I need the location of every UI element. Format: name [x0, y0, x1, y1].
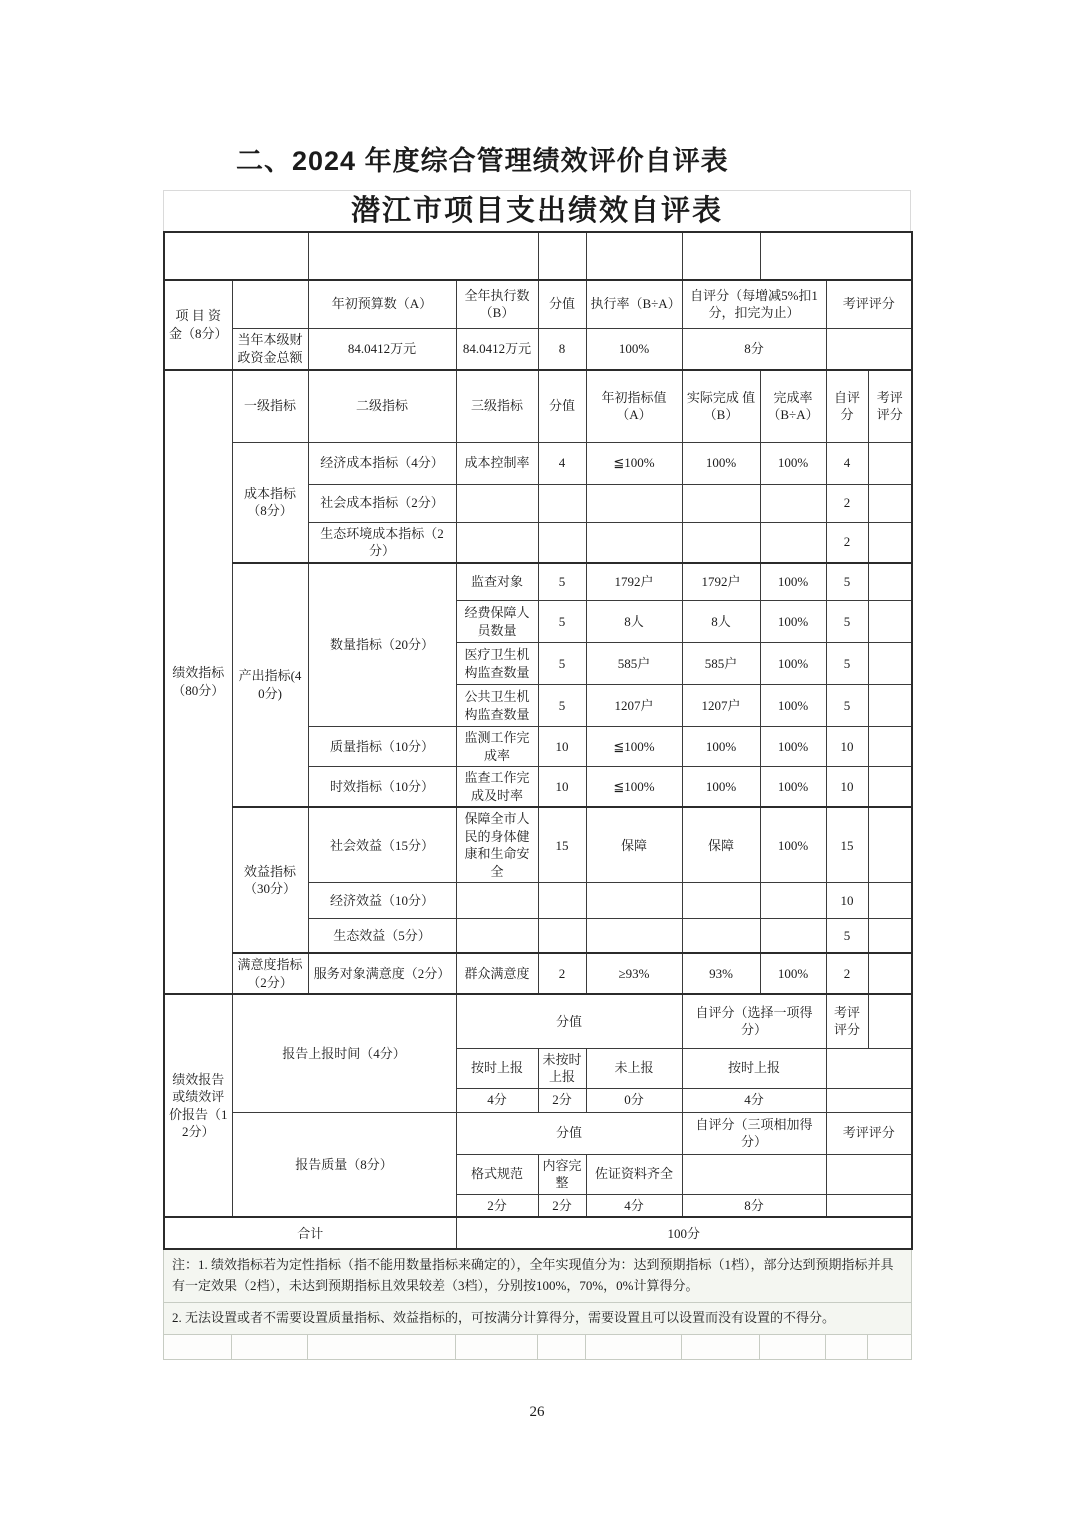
indicator-row [164, 563, 912, 601]
funding-header-row [164, 280, 912, 328]
self-score-cell: 5 [826, 563, 868, 601]
score-cell: 4 [538, 442, 586, 484]
target-cell: 585户 [586, 643, 682, 685]
self-score-cell: 10 [826, 883, 868, 919]
actual-cell: 1792户 [682, 563, 760, 601]
level3-cell [456, 484, 538, 522]
empty-cell [682, 1334, 760, 1359]
header-level1: 一级指标 [232, 370, 308, 442]
target-cell [586, 883, 682, 919]
score-cell: 15 [538, 807, 586, 883]
target-cell: ≦100% [586, 727, 682, 767]
indicator-row [164, 442, 912, 484]
self-score-cell: 5 [826, 685, 868, 727]
self-score-cell: 10 [826, 767, 868, 808]
actual-cell [682, 484, 760, 522]
funding-budget-value: 84.0412万元 [308, 328, 456, 370]
rate-cell: 100% [760, 727, 826, 767]
group-benefit-label: 效益指标（30分） [232, 807, 308, 953]
target-cell [586, 919, 682, 953]
empty-cell [586, 1334, 682, 1359]
score-cell [538, 522, 586, 563]
empty-cell [826, 328, 912, 370]
report-time-score-header: 分值 [456, 994, 682, 1048]
indicator-section-label: 绩效指标（80分） [164, 370, 232, 994]
score-cell: 5 [538, 685, 586, 727]
rate-cell: 100% [760, 767, 826, 808]
score-cell [538, 883, 586, 919]
report-time-self-score: 4分 [682, 1088, 826, 1112]
group-quantity-label: 数量指标（20分） [308, 563, 456, 727]
rate-cell: 100% [760, 685, 826, 727]
score-cell: 5 [538, 563, 586, 601]
level3-cell: 公共卫生机构监查数量 [456, 685, 538, 727]
funding-rate-value: 100% [586, 328, 682, 370]
report-time-option: 未按时上报 [538, 1048, 586, 1088]
level3-cell [456, 919, 538, 953]
rate-cell [760, 484, 826, 522]
empty-cell [456, 1334, 538, 1359]
funding-header-budget: 年初预算数（A） [308, 280, 456, 328]
review-score-cell [868, 727, 912, 767]
target-cell: 1792户 [586, 563, 682, 601]
header-target: 年初指标值（A） [586, 370, 682, 442]
target-cell [586, 522, 682, 563]
report-quality-score-header: 分值 [456, 1112, 682, 1154]
actual-cell: 93% [682, 953, 760, 994]
actual-cell: 8人 [682, 601, 760, 643]
empty-cell [164, 232, 308, 280]
page-number: 26 [529, 1404, 545, 1420]
funding-sub-label: 当年本级财政资金总额 [232, 328, 308, 370]
level2-cell: 社会效益（15分） [308, 807, 456, 883]
report-time-score: 2分 [538, 1088, 586, 1112]
target-cell: 保障 [586, 807, 682, 883]
actual-cell: 585户 [682, 643, 760, 685]
page-title: 二、2024 年度综合管理绩效评价自评表 [236, 146, 729, 176]
review-score-cell [868, 643, 912, 685]
funding-value-row [164, 328, 912, 370]
review-score-cell [868, 807, 912, 883]
header-review-score: 考评评分 [868, 370, 912, 442]
report-time-score: 0分 [586, 1088, 682, 1112]
empty-cell [308, 1334, 456, 1359]
score-cell: 5 [538, 643, 586, 685]
funding-header-self-score: 自评分（每增减5%扣1分，扣完为止） [682, 280, 826, 328]
empty-row [164, 1334, 912, 1359]
report-time-self-header: 自评分（选择一项得分） [682, 994, 826, 1048]
empty-cell [682, 1154, 826, 1194]
header-rate: 完成率（B÷A） [760, 370, 826, 442]
report-time-label: 报告上报时间（4分） [232, 994, 456, 1112]
level3-cell: 监查对象 [456, 563, 538, 601]
empty-cell [760, 232, 912, 280]
report-time-score: 4分 [456, 1088, 538, 1112]
empty-cell [826, 1194, 912, 1217]
group-cost-label: 成本指标（8分） [232, 442, 308, 563]
review-score-cell [868, 522, 912, 563]
review-score-cell [868, 601, 912, 643]
actual-cell [682, 883, 760, 919]
self-score-cell: 5 [826, 601, 868, 643]
score-cell: 2 [538, 953, 586, 994]
rate-cell: 100% [760, 643, 826, 685]
funding-header-rate: 执行率（B÷A） [586, 280, 682, 328]
review-score-cell [868, 484, 912, 522]
report-header-row [164, 994, 912, 1048]
actual-cell: 100% [682, 727, 760, 767]
report-quality-option: 内容完整 [538, 1154, 586, 1194]
self-score-cell: 4 [826, 442, 868, 484]
rate-cell: 100% [760, 953, 826, 994]
score-cell: 10 [538, 727, 586, 767]
rate-cell [760, 883, 826, 919]
empty-cell [760, 1334, 826, 1359]
score-cell [538, 919, 586, 953]
target-cell: 1207户 [586, 685, 682, 727]
note-row [164, 1302, 912, 1334]
empty-cell [868, 994, 912, 1048]
total-label: 合计 [164, 1217, 456, 1249]
target-cell: 8人 [586, 601, 682, 643]
funding-score-value: 8 [538, 328, 586, 370]
funding-header-score: 分值 [538, 280, 586, 328]
funding-section-label: 项 目 资 金（8分） [164, 280, 232, 370]
indicator-header-row [164, 370, 912, 442]
level2-cell: 经济成本指标（4分） [308, 442, 456, 484]
total-value: 100分 [456, 1217, 912, 1249]
level3-cell: 经费保障人员数量 [456, 601, 538, 643]
report-quality-header-row [164, 1112, 912, 1154]
level3-cell: 成本控制率 [456, 442, 538, 484]
actual-cell: 100% [682, 442, 760, 484]
report-quality-option: 佐证资料齐全 [586, 1154, 682, 1194]
header-level2: 二级指标 [308, 370, 456, 442]
review-score-cell [868, 883, 912, 919]
review-score-cell [868, 953, 912, 994]
target-cell: ≦100% [586, 442, 682, 484]
review-score-cell [868, 767, 912, 808]
note-2: 2. 无法设置或者不需要设置质量指标、效益指标的，可按满分计算得分，需要设置且可以设置而没有设置的不得分。 [164, 1302, 912, 1334]
level2-cell: 生态环境成本指标（2分） [308, 522, 456, 563]
report-quality-review-header: 考评评分 [826, 1112, 912, 1154]
indicator-row [164, 953, 912, 994]
level3-cell: 医疗卫生机构监查数量 [456, 643, 538, 685]
empty-cell [826, 1334, 868, 1359]
report-section-label: 绩效报告或绩效评价报告（12分） [164, 994, 232, 1217]
empty-cell [826, 1154, 912, 1194]
report-quality-score: 2分 [456, 1194, 538, 1217]
funding-header-review-score: 考评评分 [826, 280, 912, 328]
report-quality-score: 2分 [538, 1194, 586, 1217]
level3-cell [456, 883, 538, 919]
rate-cell: 100% [760, 601, 826, 643]
empty-cell [308, 232, 538, 280]
header-score: 分值 [538, 370, 586, 442]
self-score-cell: 2 [826, 953, 868, 994]
review-score-cell [868, 563, 912, 601]
level3-cell: 保障全市人民的身体健康和生命安全 [456, 807, 538, 883]
actual-cell [682, 522, 760, 563]
level3-cell: 监查工作完成及时率 [456, 767, 538, 808]
empty-cell [868, 1334, 912, 1359]
total-row [164, 1217, 912, 1249]
report-time-option: 未上报 [586, 1048, 682, 1088]
score-cell [538, 484, 586, 522]
report-time-review-header: 考评评分 [826, 994, 868, 1048]
level2-cell: 经济效益（10分） [308, 883, 456, 919]
group-satisfaction-label: 满意度指标（2分） [232, 953, 308, 994]
level2-cell: 质量指标（10分） [308, 727, 456, 767]
level2-cell: 社会成本指标（2分） [308, 484, 456, 522]
empty-row [164, 232, 912, 280]
report-quality-option: 格式规范 [456, 1154, 538, 1194]
rate-cell: 100% [760, 442, 826, 484]
funding-header-executed: 全年执行数（B） [456, 280, 538, 328]
group-output-label: 产出指标(40分) [232, 563, 308, 808]
empty-cell [232, 280, 308, 328]
report-quality-label: 报告质量（8分） [232, 1112, 456, 1217]
empty-cell [538, 1334, 586, 1359]
actual-cell: 保障 [682, 807, 760, 883]
empty-cell [826, 1048, 912, 1088]
actual-cell: 1207户 [682, 685, 760, 727]
self-score-cell: 5 [826, 919, 868, 953]
rate-cell: 100% [760, 563, 826, 601]
target-cell [586, 484, 682, 522]
empty-cell [826, 1088, 912, 1112]
funding-self-score-value: 8分 [682, 328, 826, 370]
report-time-self-value: 按时上报 [682, 1048, 826, 1088]
level3-cell [456, 522, 538, 563]
review-score-cell [868, 685, 912, 727]
indicator-row [164, 807, 912, 883]
level3-cell: 监测工作完成率 [456, 727, 538, 767]
self-score-cell: 2 [826, 522, 868, 563]
empty-cell [232, 1334, 308, 1359]
empty-cell [164, 1334, 232, 1359]
review-score-cell [868, 442, 912, 484]
note-row [164, 1250, 912, 1302]
actual-cell: 100% [682, 767, 760, 808]
self-score-cell: 10 [826, 727, 868, 767]
level2-cell: 生态效益（5分） [308, 919, 456, 953]
report-quality-score: 4分 [586, 1194, 682, 1217]
review-score-cell [868, 919, 912, 953]
rate-cell: 100% [760, 807, 826, 883]
empty-cell [682, 232, 760, 280]
report-time-option: 按时上报 [456, 1048, 538, 1088]
notes-table [163, 1250, 912, 1359]
self-evaluation-table [163, 190, 911, 1360]
self-score-cell: 15 [826, 807, 868, 883]
target-cell: ≥93% [586, 953, 682, 994]
header-actual: 实际完成 值（B） [682, 370, 760, 442]
header-self-score: 自评分 [826, 370, 868, 442]
table-title: 潜江市项目支出绩效自评表 [163, 190, 911, 231]
level3-cell: 群众满意度 [456, 953, 538, 994]
target-cell: ≦100% [586, 767, 682, 808]
actual-cell [682, 919, 760, 953]
level2-cell: 时效指标（10分） [308, 767, 456, 808]
self-score-cell: 5 [826, 643, 868, 685]
note-1: 注：1. 绩效指标若为定性指标（指不能用数量指标来确定的），全年实现值分为：达到预期指标（1档），部分达到预期指标并具有一定效果（2档），未达到预期指标且效果较差（3档），分别按100%，70%，0%计算得分。 [164, 1250, 912, 1302]
level2-cell: 服务对象满意度（2分） [308, 953, 456, 994]
self-score-cell: 2 [826, 484, 868, 522]
rate-cell [760, 919, 826, 953]
main-table [163, 231, 913, 1250]
funding-executed-value: 84.0412万元 [456, 328, 538, 370]
report-quality-self-header: 自评分（三项相加得分） [682, 1112, 826, 1154]
empty-cell [538, 232, 586, 280]
score-cell: 10 [538, 767, 586, 808]
score-cell: 5 [538, 601, 586, 643]
empty-cell [586, 232, 682, 280]
report-quality-self-score: 8分 [682, 1194, 826, 1217]
rate-cell [760, 522, 826, 563]
header-level3: 三级指标 [456, 370, 538, 442]
